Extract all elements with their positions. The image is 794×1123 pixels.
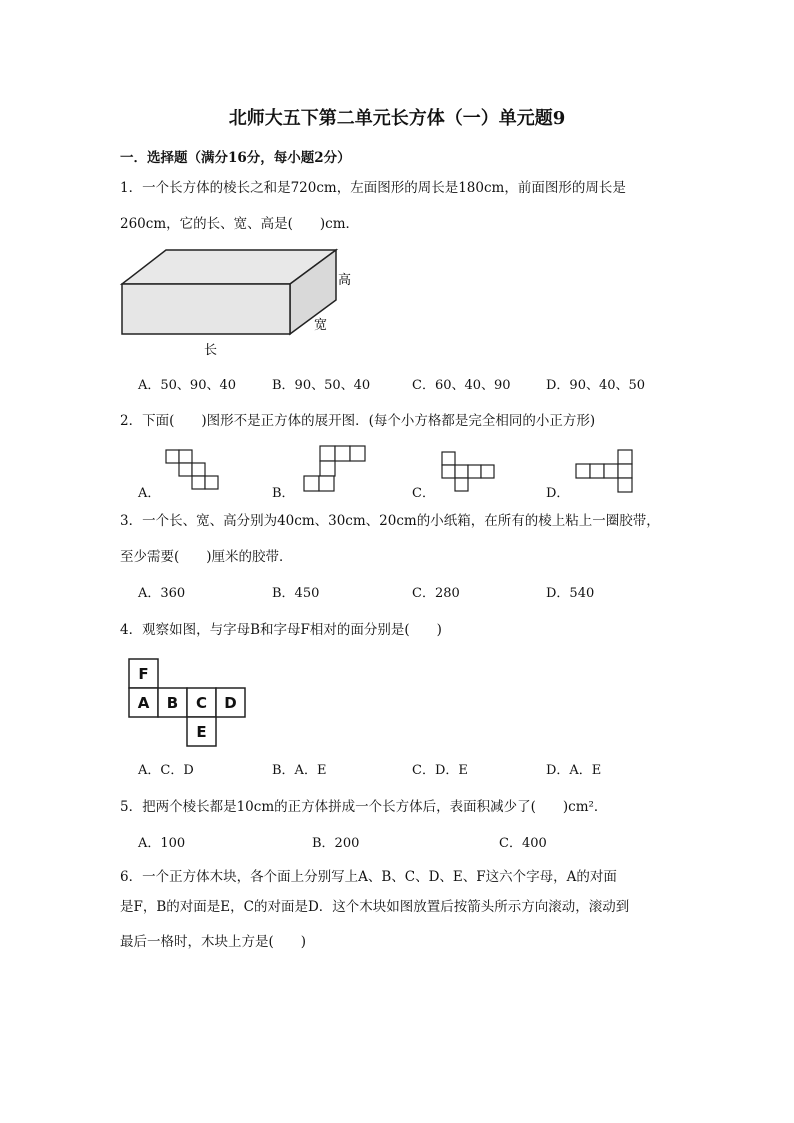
q3-option-b: B．450 — [272, 586, 320, 601]
q1-option-c: C．60、40、90 — [412, 378, 511, 393]
cuboid-width-label: 宽 — [314, 318, 328, 333]
q4-option-c: C．D．E — [412, 763, 468, 778]
q3-option-c: C．280 — [412, 586, 460, 601]
question-2-line-1: 2．下面( )图形不是正方体的展开图．(每个小方格都是完全相同的小正方形) — [120, 413, 596, 429]
question-3-line-2: 至少需要( )厘米的胶带． — [120, 549, 293, 565]
page-title: 北师大五下第二单元长方体（一）单元题9 — [228, 108, 566, 129]
question-4-line-1: 4．观察如图，与字母B和字母F相对的面分别是( ) — [120, 622, 442, 638]
q2-option-d: D． — [546, 486, 570, 501]
q4-option-d: D．A．E — [546, 763, 602, 778]
cuboid-length-label: 长 — [204, 343, 218, 358]
q4-option-b: B．A．E — [272, 763, 327, 778]
q1-option-d: D．90、40、50 — [546, 378, 646, 393]
question-5-line-1: 5．把两个棱长都是10cm的正方体拼成一个长方体后，表面积减少了( )cm²． — [120, 799, 608, 815]
net-figure-d — [574, 448, 636, 494]
cuboid-height-label: 高 — [338, 273, 352, 288]
net-letter-f: F — [138, 665, 149, 683]
net-letter-e: E — [196, 723, 207, 741]
question-6-line-1: 6．一个正方体木块，各个面上分别写上A、B、C、D、E、F这六个字母，A的对面 — [120, 869, 617, 885]
q4-option-a: A．C．D — [138, 763, 194, 778]
q2-option-a: A． — [138, 486, 161, 501]
q1-option-a: A．50、90、40 — [138, 378, 237, 393]
section-header: 一．选择题（满分16分，每小题2分） — [120, 150, 351, 166]
question-1-line-2: 260cm，它的长、宽、高是( )cm． — [120, 216, 360, 232]
q1-option-b: B．90、50、40 — [272, 378, 371, 393]
net-figure-c — [440, 450, 500, 494]
q2-option-c: C． — [412, 486, 435, 501]
question-6-line-3: 最后一格时，木块上方是( ) — [120, 934, 307, 950]
net-letter-a: A — [137, 694, 150, 712]
cuboid-figure — [118, 246, 358, 361]
question-1-line-1: 1．一个长方体的棱长之和是720cm，左面图形的周长是180cm，前面图形的周长是 — [120, 180, 626, 196]
q5-option-a: A．100 — [138, 836, 186, 851]
net-letter-c: C — [195, 694, 208, 712]
q2-option-b: B． — [272, 486, 295, 501]
q3-option-a: A．360 — [138, 586, 186, 601]
net-figure-b — [302, 444, 368, 494]
cuboid-front-face — [122, 284, 290, 334]
q5-option-b: B．200 — [312, 836, 360, 851]
question-6-line-2: 是F，B的对面是E，C的对面是D．这个木块如图放置后按箭头所示方向滚动，滚动到 — [120, 899, 630, 915]
net-figure-a — [164, 448, 224, 490]
net-letter-b: B — [166, 694, 179, 712]
q3-option-d: D．540 — [546, 586, 595, 601]
net-letter-d: D — [224, 694, 237, 712]
q5-option-c: C．400 — [499, 836, 547, 851]
question-3-line-1: 3．一个长、宽、高分别为40cm、30cm、20cm的小纸箱，在所有的棱上粘上一圈胶带， — [120, 513, 660, 529]
letter-net-figure — [127, 657, 249, 749]
